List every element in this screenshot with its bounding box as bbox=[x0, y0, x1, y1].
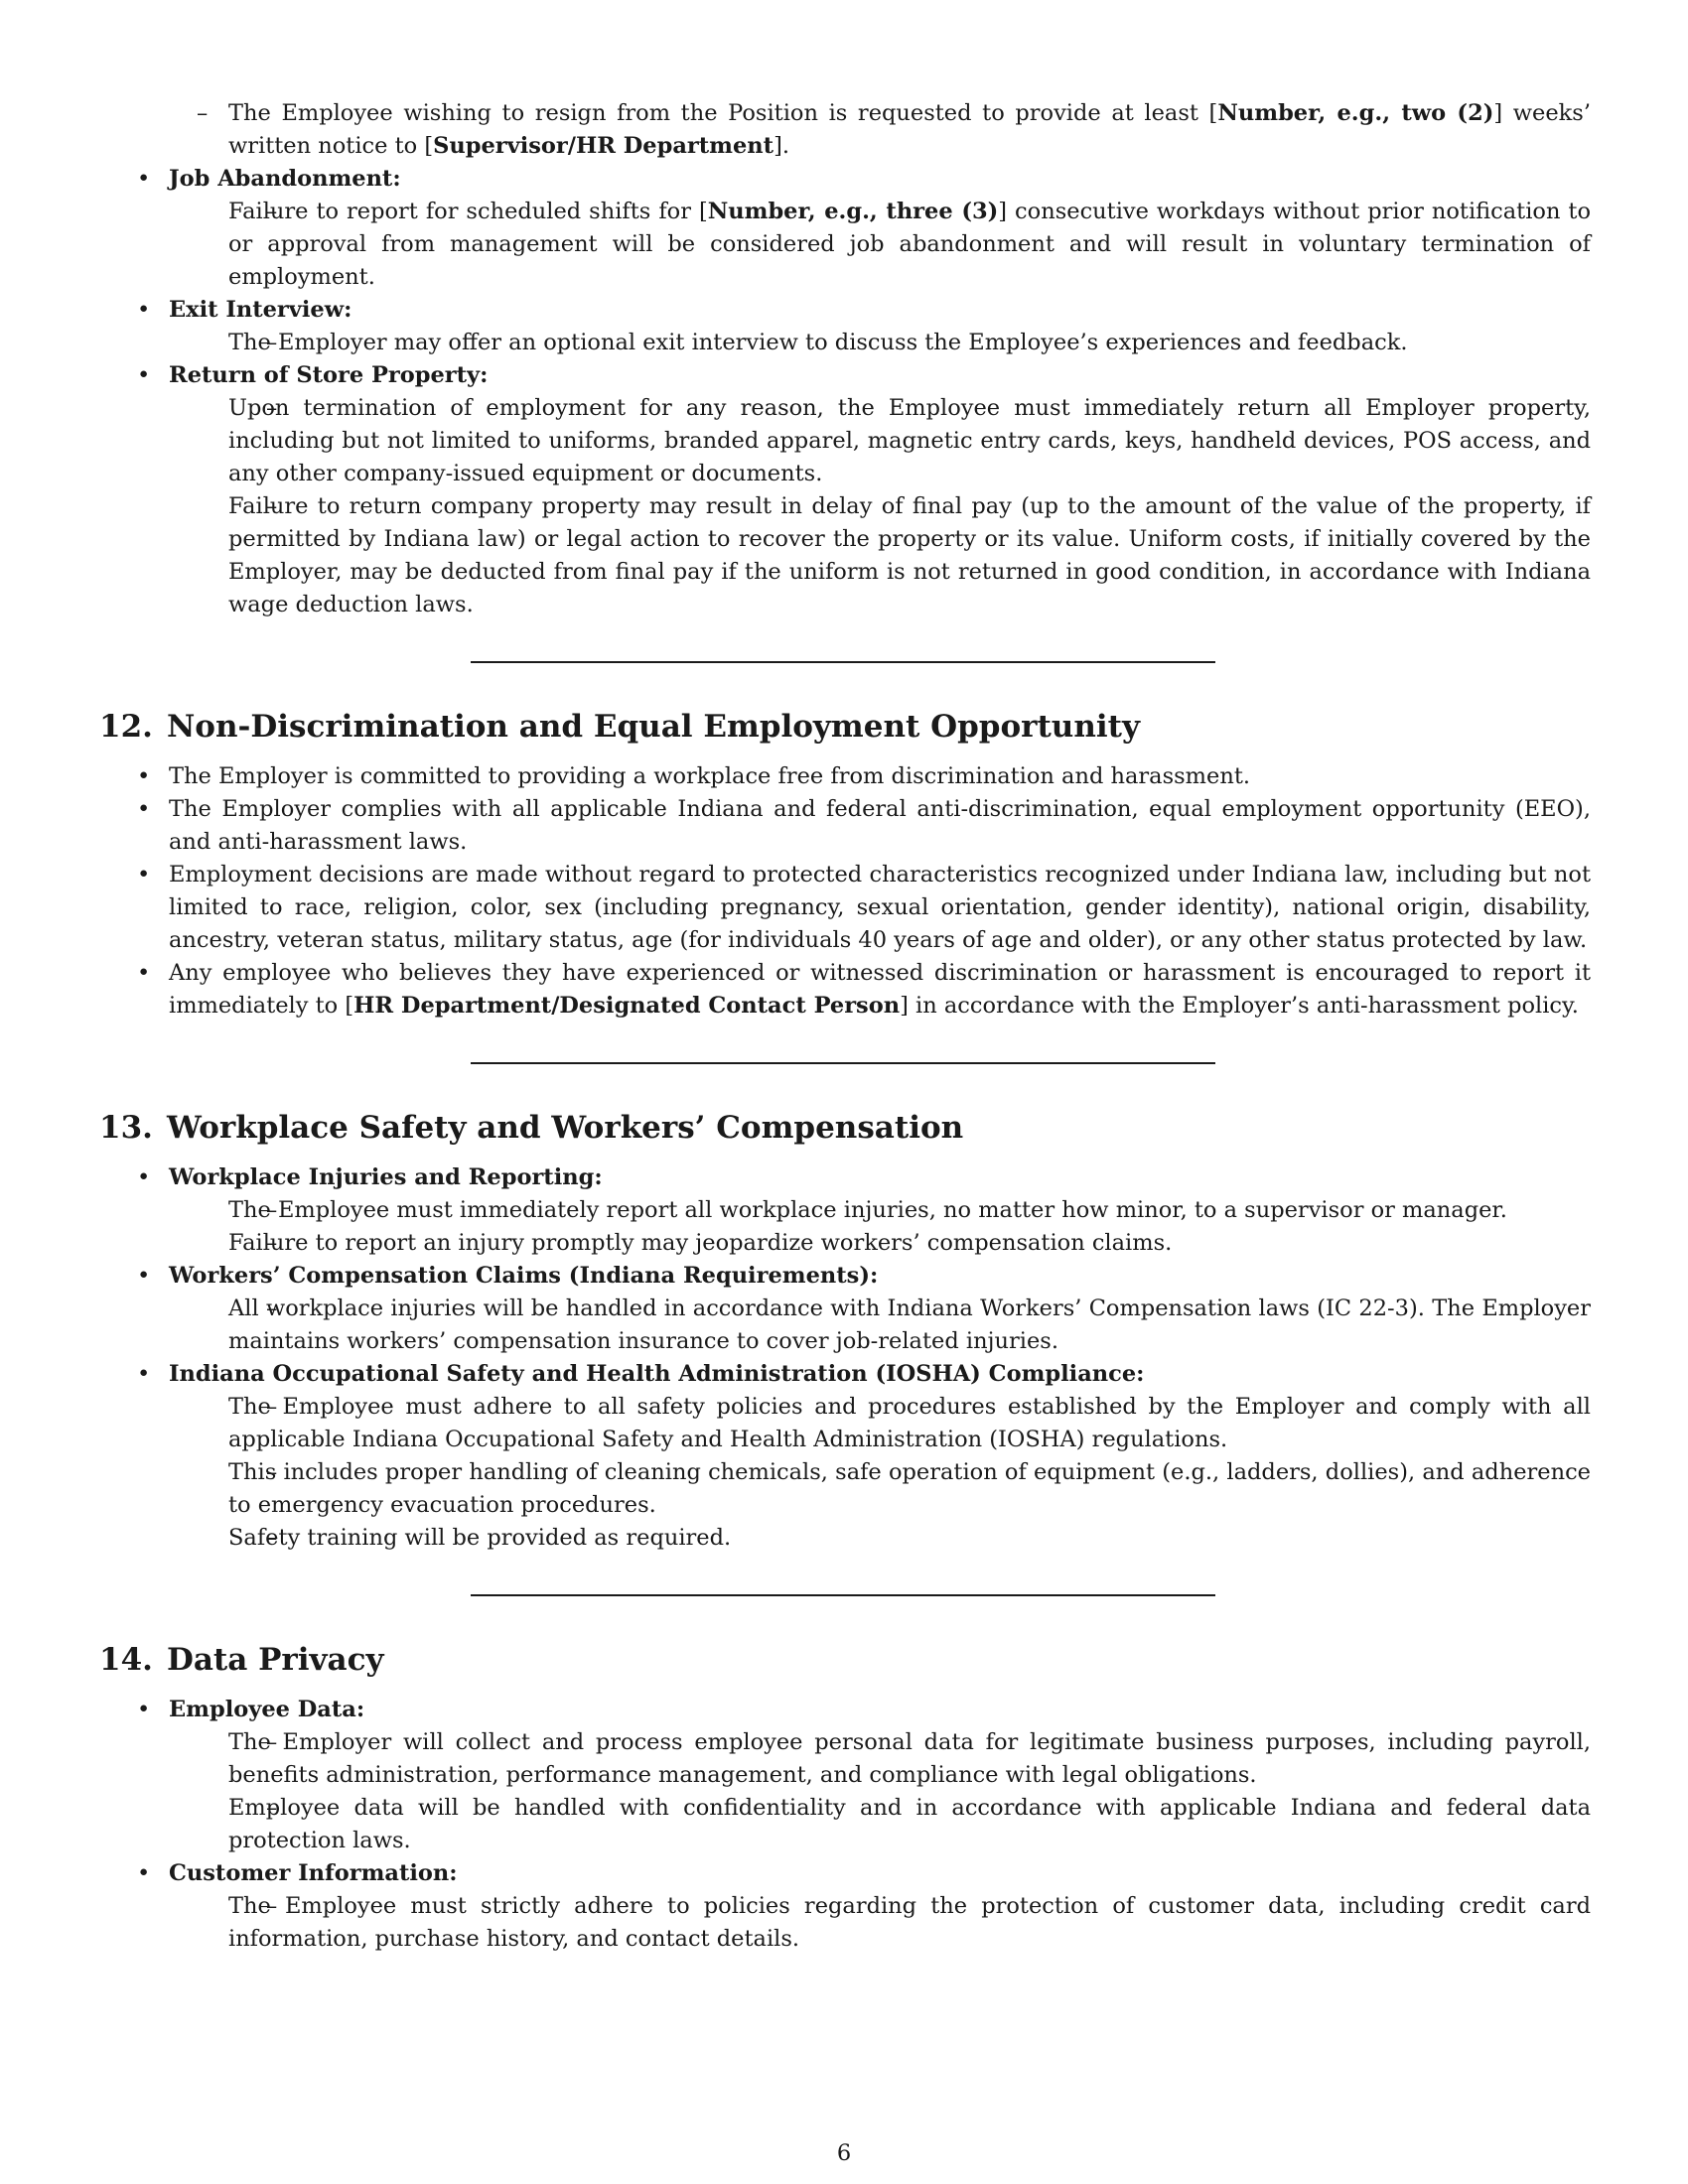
list-item: – The Employee must immediately report all workplace injuries, no matter how minor, to a supervisor or manager. bbox=[169, 1194, 1591, 1227]
page-number: 6 bbox=[836, 2140, 852, 2166]
section-12-list bbox=[99, 760, 1591, 1023]
list-item: • The Employer is committed to providing a workplace free from discrimination and harassment. bbox=[99, 760, 1591, 793]
item-label: Workers’ Compensation Claims (Indiana Requirements): bbox=[169, 1263, 879, 1289]
list-item-job-abandonment bbox=[99, 163, 1591, 294]
resignation-list bbox=[99, 97, 1591, 163]
termination-list bbox=[99, 163, 1591, 621]
list-item: – Failure to report for scheduled shifts for [Number, e.g., three (3)] consecutive workdays without prior notification to or approval from management will be considered job abandonment and will result in voluntary termination of employment. bbox=[169, 196, 1591, 294]
item-label: Indiana Occupational Safety and Health Administration (IOSHA) Compliance: bbox=[169, 1361, 1145, 1387]
item-label: Exit Interview: bbox=[169, 297, 352, 323]
section-divider bbox=[471, 1062, 1215, 1064]
section-14-list bbox=[99, 1694, 1591, 1956]
item-label: Return of Store Property: bbox=[169, 362, 489, 388]
list-item: – The Employer will collect and process employee personal data for legitimate business purposes, including payroll, benefits administration, performance management, and compliance with legal obligations. bbox=[169, 1726, 1591, 1792]
list-item: • The Employer complies with all applicable Indiana and federal anti-discrimination, equal employment opportunity (EEO), and anti-harassment laws. bbox=[99, 793, 1591, 859]
section-divider bbox=[471, 1594, 1215, 1596]
section-13-list bbox=[99, 1161, 1591, 1555]
list-item: – This includes proper handling of cleaning chemicals, safe operation of equipment (e.g., ladders, dollies), and adherence to emergency evacuation procedures. bbox=[169, 1456, 1591, 1522]
list-item: • Employment decisions are made without regard to protected characteristics recognized under Indiana law, including but not limited to race, religion, color, sex (including pregnancy, sexual orientation, gender identity), national origin, disability, ancestry, veteran status, military status, age (for individuals 40 years of age and older), or any other status protected by law. bbox=[99, 859, 1591, 957]
section-heading-13: 13. Workplace Safety and Workers’ Compensation bbox=[99, 1110, 964, 1146]
list-item: – Safety training will be provided as required. bbox=[169, 1522, 1591, 1555]
list-item: – Failure to report an injury promptly may jeopardize workers’ compensation claims. bbox=[169, 1227, 1591, 1260]
list-item-return-property bbox=[99, 359, 1591, 621]
item-label: Workplace Injuries and Reporting: bbox=[169, 1164, 603, 1190]
list-item-employee-data bbox=[99, 1694, 1591, 1857]
page-content bbox=[99, 97, 1591, 1956]
item-label: Customer Information: bbox=[169, 1860, 458, 1886]
section-divider bbox=[471, 661, 1215, 663]
item-label: Employee Data: bbox=[169, 1697, 365, 1722]
item-label: Job Abandonment: bbox=[169, 166, 401, 192]
list-item: – Failure to return company property may result in delay of final pay (up to the amount of the value of the property, if permitted by Indiana law) or legal action to recover the property or its value. Uniform costs, if initially covered by the Employer, may be deducted from final pay if the uniform is not returned in good condition, in accordance with Indiana wage deduction laws. bbox=[169, 490, 1591, 621]
list-item: – The Employer may offer an optional exit interview to discuss the Employee’s experiences and feedback. bbox=[169, 327, 1591, 359]
list-item: – The Employee must adhere to all safety policies and procedures established by the Employer and comply with all applicable Indiana Occupational Safety and Health Administration (IOSHA) regulations. bbox=[169, 1391, 1591, 1456]
list-item-exit-interview bbox=[99, 294, 1591, 359]
list-item: – Employee data will be handled with confidentiality and in accordance with applicable Indiana and federal data protection laws. bbox=[169, 1792, 1591, 1857]
list-item: • Any employee who believes they have experienced or witnessed discrimination or harassment is encouraged to report it immediately to [HR Department/Designated Contact Person] in accordance with the Employer’s anti-harassment policy. bbox=[99, 957, 1591, 1023]
list-item-claims bbox=[99, 1260, 1591, 1358]
list-item-customer-info bbox=[99, 1857, 1591, 1956]
list-item: – The Employee wishing to resign from the Position is requested to provide at least [Number, e.g., two (2)] weeks’ written notice to [Supervisor/HR Department]. bbox=[99, 97, 1591, 163]
list-item-iosha bbox=[99, 1358, 1591, 1555]
list-item: – Upon termination of employment for any reason, the Employee must immediately return all Employer property, including but not limited to uniforms, branded apparel, magnetic entry cards, keys, handheld devices, POS access, and any other company-issued equipment or documents. bbox=[169, 392, 1591, 490]
section-heading-12: 12. Non-Discrimination and Equal Employment Opportunity bbox=[99, 709, 1140, 745]
list-item: – The Employee must strictly adhere to policies regarding the protection of customer data, including credit card information, purchase history, and contact details. bbox=[169, 1890, 1591, 1956]
list-item: – All workplace injuries will be handled in accordance with Indiana Workers’ Compensation laws (IC 22-3). The Employer maintains workers’ compensation insurance to cover job-related injuries. bbox=[169, 1293, 1591, 1358]
list-item-injuries bbox=[99, 1161, 1591, 1260]
section-heading-14: 14. Data Privacy bbox=[99, 1642, 384, 1678]
